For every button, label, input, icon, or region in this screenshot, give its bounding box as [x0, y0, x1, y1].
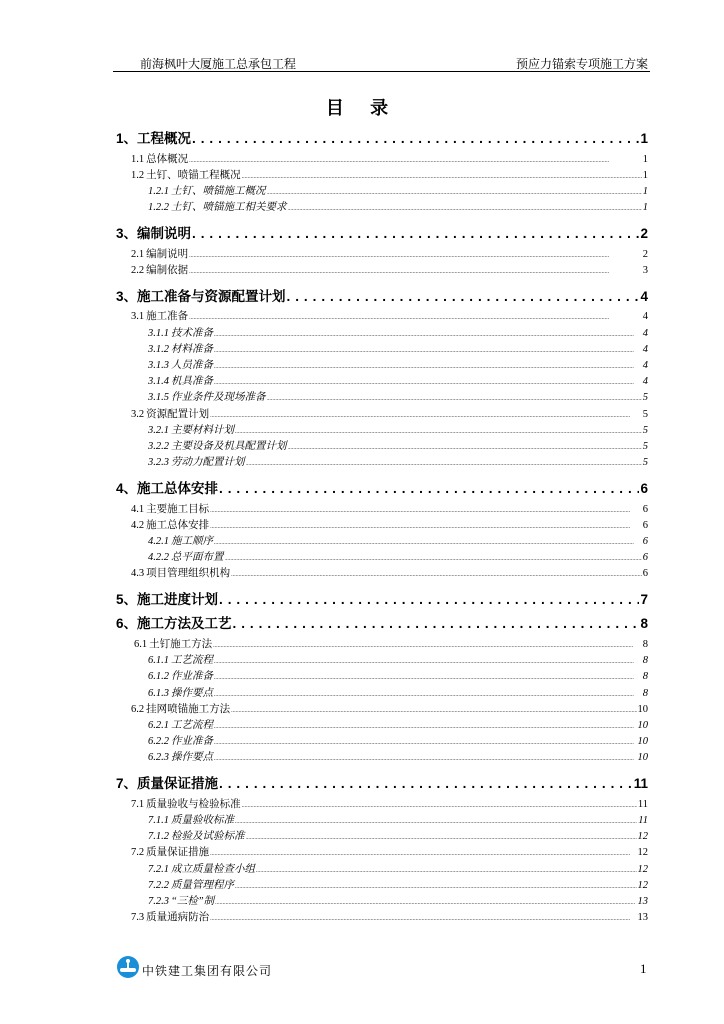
header-project-name: 前海枫叶大厦施工总承包工程 [140, 57, 297, 71]
toc-entry-title: 作业准备 [171, 671, 213, 683]
toc-entry-title: 质量验收标准 [171, 815, 234, 826]
toc-dot-leader [288, 445, 642, 451]
toc-entry-title: 项目管理组织机构 [146, 568, 231, 580]
toc-entry-title: 施工方法及工艺 [137, 616, 232, 632]
toc-entry-level3[interactable] [148, 877, 648, 892]
toc-entry-title: 施工顺序 [171, 536, 213, 547]
toc-entry-level3[interactable] [148, 422, 648, 437]
toc-entry-number: 3.2.2 [148, 440, 169, 452]
toc-entry-page: 6 [642, 536, 648, 547]
toc-entry-level3[interactable] [148, 652, 648, 667]
toc-entry-level2[interactable] [131, 406, 648, 421]
toc-entry-level3[interactable] [148, 454, 648, 469]
toc-dot-leader [215, 900, 636, 906]
toc-entry-number: 6.2.2 [148, 736, 169, 748]
toc-entry-level3[interactable] [148, 717, 648, 732]
toc-entry-number: 3.2.1 [148, 424, 169, 436]
toc-entry-page: 1 [642, 153, 648, 165]
toc-entry-page: 8 [642, 687, 648, 699]
toc-entry-level3[interactable] [148, 389, 648, 404]
toc-entry-title: 质量通病防治 [146, 912, 210, 924]
toc-entry-level3[interactable] [148, 438, 648, 453]
toc-entry-title: 挂网喷锚施工方法 [146, 703, 231, 715]
toc-dot-leader [189, 253, 642, 259]
toc-entry-page: 8 [642, 671, 648, 683]
toc-dot-leader [210, 508, 642, 514]
toc-dot-leader [267, 190, 642, 196]
toc-entry-level2[interactable] [134, 636, 648, 651]
toc-dot-leader [210, 524, 642, 530]
toc-dot-leader [214, 380, 642, 386]
toc-entry-title: 编制依据 [146, 264, 189, 276]
toc-entry-number: 7.2 [131, 847, 145, 859]
toc-entry-title: 施工总体安排 [137, 481, 219, 497]
toc-entry-number: 6.1.3 [148, 687, 169, 699]
toc-entry-level3[interactable] [148, 373, 648, 388]
toc-dot-leader [189, 315, 642, 321]
toc-entry-page: 8 [642, 638, 648, 650]
toc-dot-leader [219, 776, 633, 791]
toc-entry-page: 6 [642, 568, 648, 580]
toc-entry-page: 11 [633, 776, 648, 792]
toc-entry-number: 6.2 [131, 703, 145, 715]
toc-entry-level3[interactable] [148, 733, 648, 748]
toc-dot-leader [219, 592, 639, 607]
toc-dot-leader [189, 269, 642, 275]
toc-entry-number: 6、 [116, 616, 138, 632]
toc-entry-level2[interactable] [131, 517, 648, 532]
toc-entry-level3[interactable] [148, 828, 648, 843]
toc-dot-leader [242, 803, 637, 809]
toc-dot-leader [288, 206, 642, 212]
toc-entry-title: 编制说明 [146, 248, 189, 260]
toc-entry-level3[interactable] [148, 199, 648, 214]
toc-entry-page: 8 [640, 616, 648, 632]
toc-entry-level2[interactable] [131, 565, 648, 580]
toc-entry-page: 11 [638, 815, 648, 826]
toc-entry-page: 4 [642, 359, 648, 371]
toc-entry-number: 5、 [116, 592, 138, 608]
toc-entry-number: 3.1 [131, 311, 145, 323]
toc-entry-page: 10 [637, 752, 648, 764]
toc-dot-leader [214, 675, 642, 681]
toc-entry-level2[interactable] [131, 151, 648, 166]
toc-entry-number: 3、 [116, 288, 138, 304]
toc-entry-page: 12 [637, 863, 648, 875]
toc-entry-number: 7.1.1 [148, 815, 169, 826]
toc-entry-page: 4 [642, 343, 648, 355]
toc-entry-page: 2 [640, 226, 648, 242]
toc-entry-title: “三检”制 [171, 896, 215, 907]
toc-dot-leader [214, 692, 642, 698]
toc-dot-leader [256, 868, 637, 874]
toc-entry-page: 12 [637, 879, 648, 891]
toc-entry-number: 7、 [116, 776, 138, 792]
toc-dot-leader [192, 131, 639, 146]
toc-entry-number: 4.3 [131, 568, 145, 580]
toc-entry-page: 10 [637, 719, 648, 731]
toc-entry-page: 5 [642, 392, 648, 404]
toc-entry-level3[interactable] [148, 749, 648, 764]
header-document-title: 预应力锚索专项施工方案 [515, 57, 648, 71]
toc-entry-page: 13 [637, 912, 648, 924]
toc-entry-number: 3.2 [131, 408, 145, 420]
toc-entry-title: 材料准备 [171, 343, 213, 355]
toc-entry-number: 3.1.1 [148, 327, 169, 339]
toc-entry-title: 主要材料计划 [171, 424, 234, 436]
toc-entry-title: 施工进度计划 [137, 592, 219, 608]
toc-entry-level3[interactable] [148, 893, 648, 908]
toc-dot-leader [189, 158, 642, 164]
toc-entry-title: 检验及试验标准 [171, 831, 245, 843]
toc-entry-level2[interactable] [131, 796, 648, 811]
toc-dot-leader [225, 556, 642, 562]
toc-dot-leader [231, 572, 642, 578]
toc-dot-leader [267, 396, 642, 402]
toc-entry-number: 4.2.2 [148, 552, 169, 564]
toc-entry-level1[interactable] [116, 772, 648, 794]
toc-entry-number: 6.1.1 [148, 655, 169, 667]
toc-entry-level1[interactable] [116, 222, 648, 244]
toc-entry-level2[interactable] [131, 844, 648, 859]
toc-dot-leader [210, 851, 636, 857]
toc-entry-level3[interactable] [148, 533, 648, 548]
toc-entry-page: 4 [640, 288, 648, 304]
toc-entry-number: 6.1 [134, 638, 148, 650]
toc-entry-number: 4、 [116, 481, 138, 497]
toc-entry-number: 7.1.2 [148, 831, 169, 843]
toc-dot-leader [214, 724, 637, 730]
toc-entry-number: 7.3 [131, 912, 145, 924]
toc-entry-title: 施工准备与资源配置计划 [137, 288, 286, 304]
toc-entry-number: 6.2.3 [148, 752, 169, 764]
toc-entry-number: 1、 [116, 131, 138, 146]
toc-entry-number: 1.1 [131, 153, 145, 165]
toc-entry-level1[interactable] [116, 127, 648, 149]
toc-entry-title: 土钉、喷锚施工相关要求 [171, 202, 287, 214]
toc-entry-level3[interactable] [148, 668, 648, 683]
toc-entry-level3[interactable] [148, 549, 648, 564]
toc-entry-level1[interactable] [116, 612, 648, 634]
toc-entry-title: 工艺流程 [171, 655, 213, 667]
toc-entry-level2[interactable] [131, 167, 648, 182]
toc-entry-number: 4.2 [131, 519, 145, 531]
toc-entry-title: 土钉、喷锚施工概况 [171, 185, 266, 197]
toc-entry-number: 7.1 [131, 798, 145, 810]
toc-entry-level3[interactable] [148, 341, 648, 356]
toc-dot-leader [214, 659, 642, 665]
toc-entry-title: 成立质量检查小组 [171, 863, 255, 875]
toc-entry-level3[interactable] [148, 861, 648, 876]
toc-entry-level3[interactable] [148, 325, 648, 340]
toc-dot-leader [214, 540, 642, 546]
toc-dot-leader [231, 708, 636, 714]
toc-entry-page: 10 [637, 703, 648, 715]
toc-entry-number: 4.2.1 [148, 536, 169, 547]
toc-entry-page: 3 [642, 264, 648, 276]
toc-entry-level2[interactable] [131, 909, 648, 924]
toc-entry-level1[interactable] [116, 477, 648, 499]
toc-entry-level1[interactable] [116, 285, 648, 307]
toc-entry-level3[interactable] [148, 357, 648, 372]
toc-entry-level2[interactable] [131, 501, 648, 516]
toc-entry-page: 12 [637, 847, 648, 859]
toc-dot-leader [242, 174, 642, 180]
toc-entry-title: 工程概况 [137, 131, 192, 146]
toc-dot-leader [219, 481, 639, 496]
toc-entry-page: 1 [642, 185, 648, 197]
toc-entry-number: 7.2.2 [148, 879, 169, 891]
toc-dot-leader [213, 643, 642, 649]
toc-entry-page: 5 [642, 440, 648, 452]
toc-entry-page: 13 [637, 896, 648, 907]
footer-company-name: 中铁建工集团有限公司 [142, 964, 273, 978]
toc-dot-leader [214, 740, 637, 746]
toc-dot-leader [235, 819, 637, 825]
toc-entry-title: 土钉、喷锚工程概况 [146, 169, 241, 181]
toc-entry-title: 工艺流程 [171, 719, 213, 731]
toc-entry-number: 7.2.3 [148, 896, 169, 907]
toc-entry-level3[interactable] [148, 812, 648, 827]
toc-entry-page: 6 [642, 503, 648, 515]
toc-entry-page: 10 [637, 736, 648, 748]
toc-entry-title: 总体概况 [146, 153, 189, 165]
toc-entry-number: 7.2.1 [148, 863, 169, 875]
toc-dot-leader [214, 364, 642, 370]
toc-dot-leader [235, 884, 637, 890]
toc-entry-number: 1.2.1 [148, 185, 169, 197]
toc-entry-title: 资源配置计划 [146, 408, 210, 420]
toc-entry-page: 4 [642, 376, 648, 388]
toc-dot-leader [235, 429, 642, 435]
toc-entry-title: 施工总体安排 [146, 519, 210, 531]
toc-entry-title: 质量保证措施 [146, 847, 210, 859]
toc-entry-page: 6 [642, 552, 648, 564]
toc-entry-page: 12 [637, 831, 648, 843]
toc-entry-title: 质量验收与检验标准 [146, 798, 241, 810]
toc-entry-level2[interactable] [131, 701, 648, 716]
toc-entry-page: 1 [642, 169, 648, 181]
toc-entry-page: 1 [642, 202, 648, 214]
toc-dot-leader [192, 226, 639, 241]
toc-dot-leader [214, 332, 642, 338]
page-header [113, 55, 650, 72]
toc-entry-page: 4 [642, 327, 648, 339]
toc-title: 目 录 [325, 98, 399, 119]
toc-entry-title: 主要设备及机具配置计划 [171, 440, 287, 452]
toc-entry-level2[interactable] [131, 308, 648, 323]
toc-entry-page: 6 [642, 519, 648, 531]
toc-entry-title: 质量保证措施 [137, 776, 219, 792]
toc-entry-level2[interactable] [131, 262, 648, 277]
toc-entry-number: 3.1.4 [148, 376, 169, 388]
toc-entry-page: 4 [642, 311, 648, 323]
toc-entry-page: 2 [642, 248, 648, 260]
toc-entry-title: 机具准备 [171, 376, 213, 388]
toc-dot-leader [214, 756, 637, 762]
toc-entry-number: 6.1.2 [148, 671, 169, 683]
toc-entry-number: 3.2.3 [148, 457, 169, 469]
toc-entry-level1[interactable] [116, 588, 648, 610]
toc-entry-number: 1.2 [131, 169, 145, 181]
toc-entry-title: 操作要点 [171, 752, 213, 764]
toc-dot-leader [210, 413, 642, 419]
toc-dot-leader [214, 348, 642, 354]
company-logo-icon [116, 955, 140, 979]
toc-entry-title: 作业准备 [171, 736, 213, 748]
toc-entry-level3[interactable] [148, 183, 648, 198]
toc-entry-title: 操作要点 [171, 687, 213, 699]
toc-entry-title: 作业条件及现场准备 [171, 392, 266, 404]
toc-entry-title: 土钉施工方法 [149, 638, 213, 650]
toc-entry-page: 11 [637, 798, 648, 810]
toc-entry-number: 3.1.2 [148, 343, 169, 355]
toc-entry-title: 质量管理程序 [171, 879, 234, 891]
toc-dot-leader [246, 461, 642, 467]
toc-entry-level3[interactable] [148, 685, 648, 700]
toc-entry-title: 编制说明 [137, 226, 192, 242]
toc-dot-leader [233, 616, 640, 631]
toc-entry-number: 2.2 [131, 264, 145, 276]
toc-entry-title: 施工准备 [146, 311, 189, 323]
toc-dot-leader [287, 289, 640, 304]
toc-entry-number: 3.1.3 [148, 359, 169, 371]
toc-entry-title: 人员准备 [171, 359, 213, 371]
toc-entry-title: 主要施工目标 [146, 503, 210, 515]
toc-entry-level2[interactable] [131, 246, 648, 261]
toc-entry-number: 6.2.1 [148, 719, 169, 731]
footer-page-number: 1 [640, 961, 647, 976]
toc-entry-page: 8 [642, 655, 648, 667]
toc-entry-title: 总平面布置 [171, 552, 224, 564]
toc-entry-page: 5 [642, 408, 648, 420]
toc-entry-page: 1 [640, 131, 648, 146]
toc-entry-number: 4.1 [131, 503, 145, 515]
toc-entry-number: 3.1.5 [148, 392, 169, 404]
toc-entry-number: 3、 [116, 226, 138, 242]
toc-dot-leader [210, 916, 636, 922]
toc-entry-number: 2.1 [131, 248, 145, 260]
toc-entry-page: 6 [640, 481, 648, 497]
toc-entry-page: 5 [642, 457, 648, 469]
toc-dot-leader [246, 835, 637, 841]
toc-entry-page: 5 [642, 424, 648, 436]
toc-entry-title: 劳动力配置计划 [171, 457, 245, 469]
toc-entry-title: 技术准备 [171, 327, 213, 339]
toc-entry-page: 7 [640, 592, 648, 608]
toc-entry-number: 1.2.2 [148, 202, 169, 214]
